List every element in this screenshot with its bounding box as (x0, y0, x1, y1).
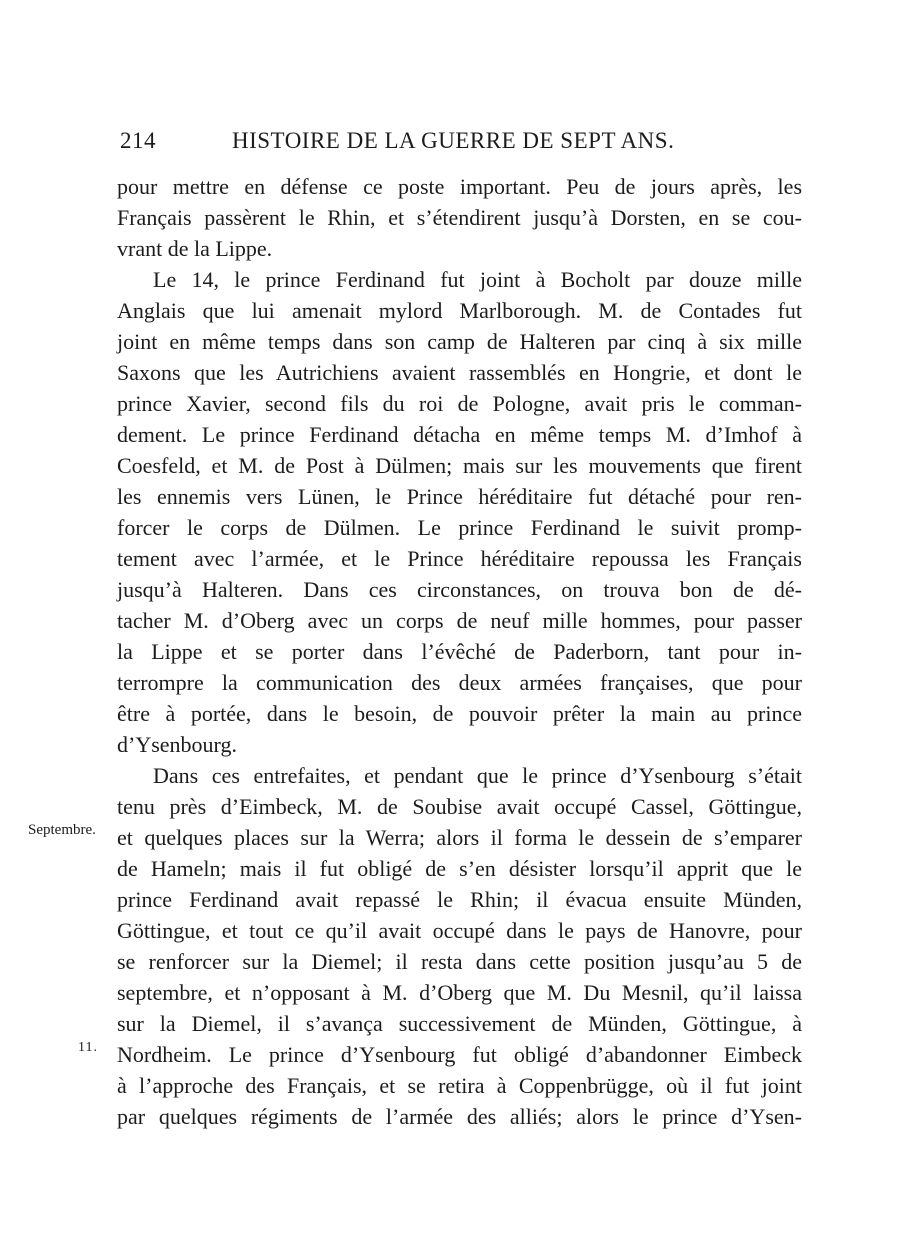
text-line: par quelques régiments de l’armée des alliés; alors le prince d’Ysen- (117, 1104, 802, 1129)
text-line: tacher M. d’Oberg avec un corps de neuf mille hommes, pour passer (117, 608, 802, 633)
text-line: septembre, et n’opposant à M. d’Oberg que M. Du Mesnil, qu’il laissa (117, 980, 802, 1005)
text-line: vrant de la Lippe. (117, 236, 273, 261)
text-line: Dans ces entrefaites, et pendant que le prince d’Ysenbourg s’était (153, 763, 802, 788)
text-line: d’Ysenbourg. (117, 732, 237, 757)
text-line: Anglais que lui amenait mylord Marlborough. M. de Contades fut (117, 298, 802, 323)
page-header (120, 128, 810, 162)
text-line: la Lippe et se porter dans l’évêché de Paderborn, tant pour in- (117, 639, 802, 664)
text-line: Français passèrent le Rhin, et s’étendirent jusqu’à Dorsten, en se cou- (117, 205, 802, 230)
text-line: se renforcer sur la Diemel; il resta dans cette position jusqu’au 5 de (117, 949, 802, 974)
text-line: Coesfeld, et M. de Post à Dülmen; mais sur les mouvements que firent (117, 453, 802, 478)
text-line: à l’approche des Français, et se retira à Coppenbrügge, où il fut joint (117, 1073, 802, 1098)
text-line: sur la Diemel, il s’avança successivement de Münden, Göttingue, à (117, 1011, 802, 1036)
text-line: joint en même temps dans son camp de Halteren par cinq à six mille (117, 329, 802, 354)
text-line: dement. Le prince Ferdinand détacha en même temps M. d’Imhof à (117, 422, 802, 447)
text-line: Le 14, le prince Ferdinand fut joint à Bocholt par douze mille (153, 267, 802, 292)
text-line: Göttingue, et tout ce qu’il avait occupé dans le pays de Hanovre, pour (117, 918, 802, 943)
text-line: jusqu’à Halteren. Dans ces circonstances, on trouva bon de dé- (117, 577, 802, 602)
text-line: de Hameln; mais il fut obligé de s’en désister lorsqu’il apprit que le (117, 856, 802, 881)
text-line: les ennemis vers Lünen, le Prince héréditaire fut détaché pour ren- (117, 484, 802, 509)
text-line: Saxons que les Autrichiens avaient rassemblés en Hongrie, et dont le (117, 360, 802, 385)
text-line: prince Xavier, second fils du roi de Pologne, avait pris le comman- (117, 391, 802, 416)
text-line: tenu près d’Eimbeck, M. de Soubise avait occupé Cassel, Göttingue, (117, 794, 802, 819)
text-line: pour mettre en défense ce poste important. Peu de jours après, les (117, 174, 802, 199)
text-line: terrompre la communication des deux armées françaises, que pour (117, 670, 802, 695)
text-line: forcer le corps de Dülmen. Le prince Ferdinand le suivit promp- (117, 515, 802, 540)
text-line: tement avec l’armée, et le Prince héréditaire repoussa les Français (117, 546, 802, 571)
text-line: être à portée, dans le besoin, de pouvoir prêter la main au prince (117, 701, 802, 726)
text-line: prince Ferdinand avait repassé le Rhin; il évacua ensuite Münden, (117, 887, 802, 912)
text-line: et quelques places sur la Werra; alors il forma le dessein de s’emparer (117, 825, 802, 850)
running-title: HISTOIRE DE LA GUERRE DE SEPT ANS. (232, 128, 675, 153)
text-line: Nordheim. Le prince d’Ysenbourg fut obligé d’abandonner Eimbeck (117, 1042, 802, 1067)
margin-note-september: Septembre. (28, 822, 96, 838)
page-number: 214 (120, 128, 156, 153)
margin-note-day-11: 11. (78, 1040, 98, 1055)
body-text (117, 171, 802, 1132)
